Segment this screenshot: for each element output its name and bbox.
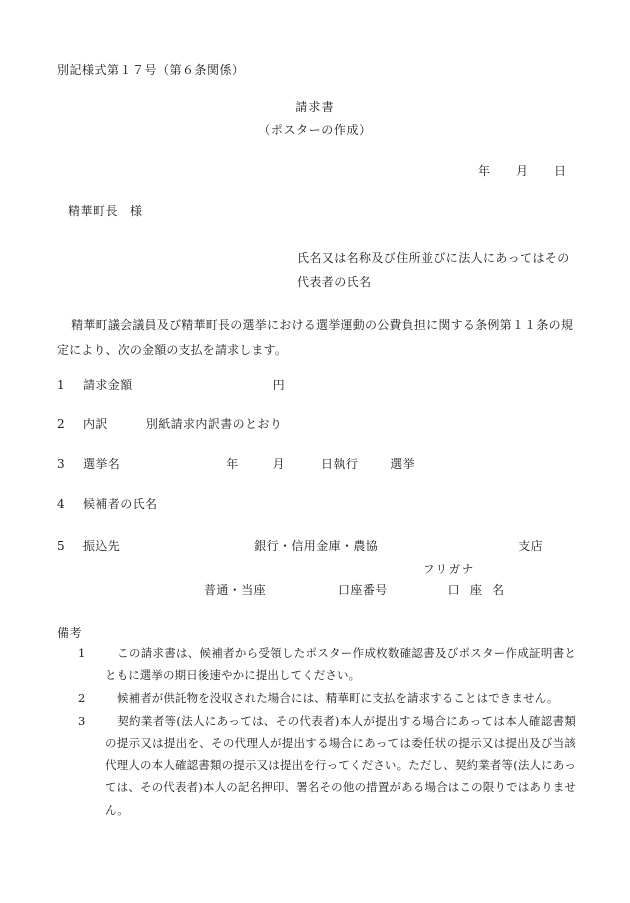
- note-item: [78, 642, 576, 686]
- form-id-label: 別記様式第１７号（第６条関係）: [57, 63, 245, 77]
- recipient-honorific: 様: [130, 204, 143, 218]
- item-1-label: 請求金額: [83, 378, 133, 392]
- election-day-label: 日執行: [321, 457, 359, 471]
- item-1-number: 1: [57, 378, 66, 392]
- note-2-text: 候補者が供託物を没収された場合には、精華町に支払を請求することはできません。: [117, 691, 559, 706]
- item-4-number: 4: [57, 497, 66, 511]
- note-1-text: この請求書は、候補者から受領したポスター作成枚数確認書及びポスター作成証明書とともに選挙の期日後速やかに提出してください。: [105, 646, 576, 683]
- item-candidate-name: [57, 494, 157, 515]
- election-year-label: 年: [226, 457, 239, 471]
- page-subtitle: （ポスターの作成）: [258, 122, 372, 137]
- item-3-number: 3: [57, 457, 66, 471]
- item-2-number: 2: [57, 417, 66, 431]
- note-2-text-wrap: [105, 687, 576, 709]
- note-1-text-wrap: [105, 642, 576, 686]
- election-suffix-label: 選挙: [390, 457, 416, 471]
- item-bank-transfer: [57, 536, 543, 557]
- item-5-number: 5: [57, 539, 66, 553]
- date-month-label: 月: [516, 164, 529, 178]
- note-2-number: 2: [78, 691, 86, 706]
- title-block: [0, 96, 630, 142]
- item-2-value: 別紙請求内訳書のとおり: [145, 417, 283, 431]
- body-paragraph: [57, 313, 573, 362]
- date-day-label: 日: [554, 164, 567, 178]
- item-election-name: [57, 454, 415, 475]
- note-item: [78, 710, 576, 820]
- notes-list: [78, 642, 576, 822]
- bank-account-detail-line: [204, 580, 507, 601]
- item-claim-amount: [57, 375, 285, 396]
- body-paragraph-text: 精華町議会議員及び精華町長の選挙における選挙運動の公費負担に関する条例第１１条の規定により、次の金額の支払を請求します。: [57, 318, 573, 357]
- recipient-line: [68, 201, 143, 222]
- account-furigana-label: フリガナ: [423, 562, 475, 576]
- item-3-label: 選挙名: [83, 457, 121, 471]
- note-item: [78, 687, 576, 709]
- item-4-label: 候補者の氏名: [83, 497, 158, 511]
- account-name-label: 口 座 名: [447, 583, 508, 597]
- date-line: [478, 161, 566, 182]
- item-5-label: 振込先: [83, 539, 121, 553]
- page-title: 請求書: [295, 100, 335, 114]
- bank-institution-types: 銀行・信用金庫・農協: [254, 539, 379, 553]
- note-3-number: 3: [78, 714, 86, 729]
- claim-amount-unit: 円: [272, 378, 286, 392]
- item-2-label: 内訳: [83, 417, 108, 431]
- note-3-text-wrap: [105, 710, 576, 820]
- item-breakdown: [57, 414, 282, 435]
- note-3-text: 契約業者等(法人にあっては、その代表者)本人が提出する場合にあっては本人確認書類の提示又は提出を、その代理人が提出する場合にあっては委任状の提示又は提出及び当該代理人の本人確認書類の提示又は提出を行ってください。ただし、契約業者等(法人にあっては、その代表者)本人の記名押印、署名その他の措置がある場合はこの限りではありません。: [105, 714, 576, 817]
- claimant-name-block: 氏名又は名称及び住所並びに法人にあってはその代表者の氏名: [297, 251, 570, 289]
- notes-heading: 備考: [57, 626, 83, 640]
- bank-branch-label: 支店: [518, 539, 544, 553]
- account-type-label: 普通・当座: [204, 583, 267, 597]
- date-year-label: 年: [478, 164, 491, 178]
- election-month-label: 月: [272, 457, 286, 471]
- note-1-number: 1: [78, 646, 86, 660]
- recipient-name: 精華町長: [68, 204, 119, 218]
- account-number-label: 口座番号: [338, 583, 388, 597]
